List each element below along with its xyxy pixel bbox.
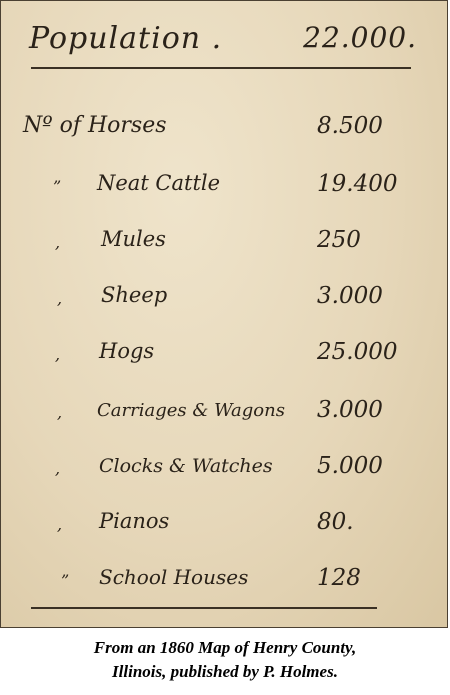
row-label: Carriages & Wagons [97, 400, 285, 421]
caption [0, 636, 450, 684]
ditto-mark: , [55, 345, 61, 364]
table-row [1, 397, 448, 437]
ditto-mark: , [57, 289, 63, 308]
caption-line-1: From an 1860 Map of Henry County, [93, 638, 357, 657]
row-value: 250 [317, 227, 361, 253]
row-label: Neat Cattle [97, 171, 221, 195]
table-row [1, 339, 448, 379]
row-value: 128 [317, 565, 361, 591]
table-row [1, 453, 448, 493]
population-value: 22.000. [303, 21, 417, 54]
row-label: School Houses [99, 565, 249, 589]
row-value: 80. [317, 509, 354, 535]
row-value: 3.000 [317, 397, 383, 423]
row-label: Pianos [99, 509, 170, 533]
table-row [1, 565, 448, 605]
row-value: 25.000 [317, 339, 398, 365]
table-row [1, 509, 448, 549]
row-value: 3.000 [317, 283, 383, 309]
population-label: Population . [29, 21, 223, 56]
row-value: 19.400 [317, 171, 398, 197]
row-value: 8.500 [317, 113, 383, 139]
table-row [1, 283, 448, 323]
table-row [1, 171, 448, 211]
row-label: Sheep [101, 283, 168, 307]
ditto-mark: ” [61, 571, 70, 590]
row-label: Nº of Horses [23, 113, 167, 138]
top-rule [31, 67, 411, 69]
row-value: 5.000 [317, 453, 383, 479]
ditto-mark: , [55, 459, 61, 478]
row-label: Clocks & Watches [99, 455, 273, 477]
caption-line-2: Illinois, published by P. Holmes. [112, 662, 338, 681]
row-label: Mules [101, 227, 166, 251]
ditto-mark: , [55, 233, 61, 252]
table-row [1, 227, 448, 267]
row-label: Hogs [99, 339, 155, 363]
ditto-mark: , [57, 403, 63, 422]
ditto-mark: , [57, 515, 63, 534]
bottom-rule [31, 607, 377, 609]
ditto-mark: ” [53, 177, 62, 196]
table-row [1, 113, 448, 153]
